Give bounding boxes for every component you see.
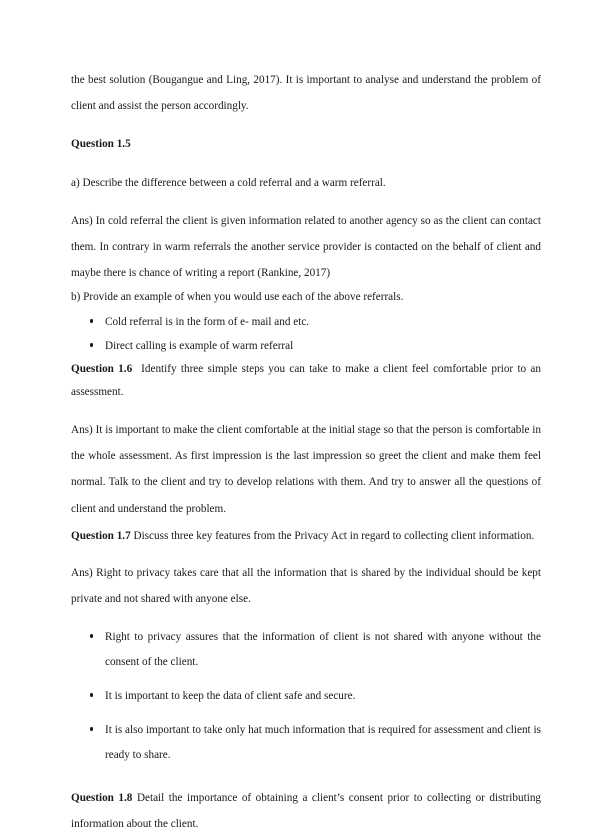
list-item: [71, 625, 541, 675]
list-item-text: Cold referral is in the form of e- mail and etc.: [105, 315, 310, 328]
list-item-text: It is important to keep the data of client safe and secure.: [105, 689, 356, 702]
bullet-icon: [90, 634, 93, 637]
list-item: [71, 310, 541, 334]
list-item: [71, 684, 541, 709]
question-1-5-bullet-list: [71, 310, 541, 358]
question-1-5-heading: [71, 131, 541, 157]
question-1-7-block: [71, 525, 541, 549]
question-1-5-label: Question 1.5: [71, 138, 131, 151]
question-1-6-block: [71, 358, 541, 405]
question-1-8-block: [71, 785, 541, 837]
spacer: [71, 119, 541, 131]
question-1-6-answer: Ans) It is important to make the client comfortable at the initial stage so that the person is comfortable in the whole assessment. As first impression is the last impression so greet the client and make them feel normal. Talk to the client and try to develop relations with them. And try to answer all the questions of client and understand the problem.: [71, 423, 541, 515]
bullet-icon: [90, 693, 93, 696]
question-1-7-answer: Ans) Right to privacy takes care that all the information that is shared by the individual should be kept private and not shared with anyone else.: [71, 567, 541, 606]
spacer: [71, 548, 541, 560]
list-item: [71, 334, 541, 358]
spacer: [71, 777, 541, 785]
list-item-text: Right to privacy assures that the information of client is not shared with anyone without the consent of the client.: [105, 630, 541, 668]
spacer: [71, 405, 541, 417]
spacer: [71, 613, 541, 625]
list-item: [71, 718, 541, 768]
spacer: [71, 158, 541, 170]
question-1-7-label: Question 1.7: [71, 529, 131, 542]
question-1-8-prompt: Detail the importance of obtaining a client’s consent prior to collecting or distributing information about the client.: [71, 791, 542, 830]
question-1-5-answer-a: Ans) In cold referral the client is given information related to another agency so as the client can contact them. In contrary in warm referrals the another service provider is contacted on the behalf of client and maybe there is chance of writing a report (Rankine, 2017): [71, 214, 541, 280]
spacer: [71, 196, 541, 208]
question-1-5-part-a: a) Describe the difference between a cold referral and a warm referral.: [71, 176, 386, 189]
page-content: [71, 67, 541, 837]
bullet-icon: [90, 319, 93, 322]
bullet-icon: [90, 343, 93, 346]
bullet-icon: [90, 727, 93, 730]
question-1-7-prompt: Discuss three key features from the Privacy Act in regard to collecting client information.: [133, 529, 535, 542]
list-item-text: It is also important to take only hat much information that is required for assessment and client is ready to share.: [105, 723, 541, 761]
question-1-7-bullet-list: [71, 625, 541, 768]
question-1-8-label: Question 1.8: [71, 791, 133, 804]
question-1-5-part-b: b) Provide an example of when you would use each of the above referrals.: [71, 291, 404, 304]
intro-paragraph: the best solution (Bougangue and Ling, 2017). It is important to analyse and understand the problem of client and assist the person accordingly.: [71, 74, 541, 113]
list-item-text: Direct calling is example of warm referral: [105, 339, 294, 352]
question-1-6-label: Question 1.6: [71, 362, 133, 375]
question-1-6-prompt: Identify three simple steps you can take to make a client feel comfortable prior to an assessment.: [71, 362, 541, 399]
